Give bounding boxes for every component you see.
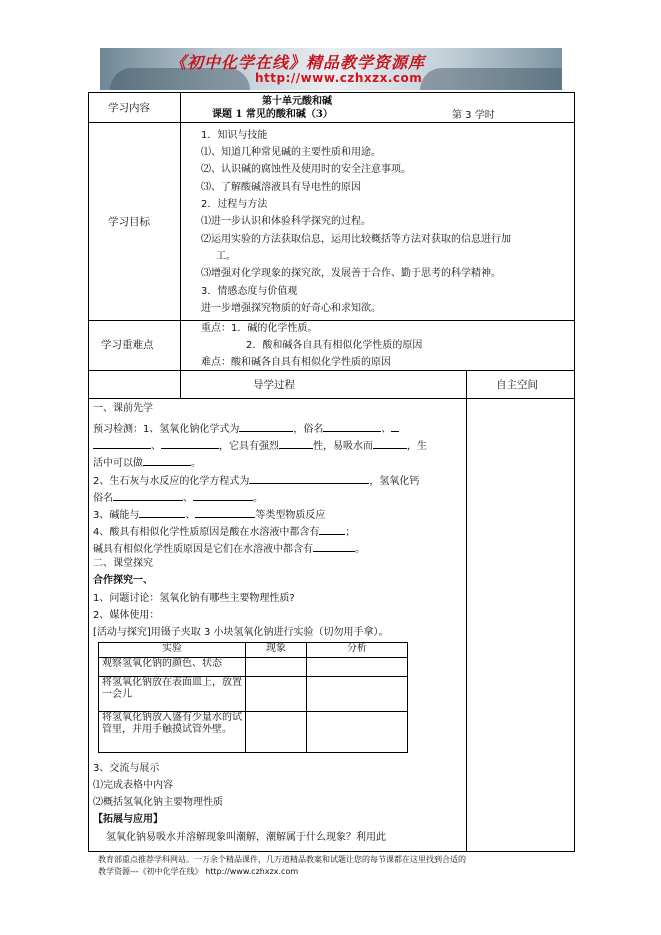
self-space-header: 自主空间	[496, 379, 538, 391]
blank-field[interactable]	[249, 473, 369, 484]
goal-line: ⑴进一步认识和体验科学探究的过程。	[201, 216, 371, 227]
goal-line: 工。	[216, 251, 236, 262]
question-1-cont: 、 ，它具有强烈 性，易吸水而 ，生	[93, 438, 427, 453]
goal-line: 3．情感态度与价值观	[201, 286, 298, 297]
pre-class-heading: 一、课前先学	[93, 403, 153, 414]
blank-field[interactable]	[161, 438, 219, 449]
row-divider	[88, 320, 575, 321]
row-divider	[88, 370, 575, 371]
blank-field[interactable]	[313, 541, 355, 552]
footer-line: 教学资源---《初中化学在线》 http://www.czhxzx.com	[98, 867, 299, 876]
banner-url[interactable]: http://www.czhxzx.com	[255, 71, 423, 85]
goal-line: ⑵运用实验的方法获取信息，运用比较概括等方法对获取的信息进行加	[201, 234, 511, 245]
key-points-label: 学习重难点	[101, 339, 154, 351]
question-2-cont: 俗名 、 。	[93, 490, 263, 505]
activity-text: [活动与探究]用镊子夹取 3 小块氢氧化钠进行实验（切勿用手拿）。	[93, 627, 389, 638]
extend-text: 氢氧化钠易吸水并溶解现象叫潮解，潮解属于什么现象？利用此	[106, 832, 386, 843]
banner-decoration	[420, 68, 562, 90]
footer	[98, 854, 568, 878]
blank-field[interactable]	[239, 421, 293, 432]
table-cell[interactable]	[307, 677, 408, 712]
column-divider	[180, 92, 181, 398]
class-item: 1、问题讨论：氢氧化钠有哪些主要物理性质?	[93, 593, 295, 604]
blank-field[interactable]	[195, 507, 255, 518]
goal-line: ⑶、了解酸碱溶液具有导电性的原因	[201, 182, 361, 193]
question-1-cont: 活中可以做 。	[93, 455, 201, 470]
footer-url[interactable]: http://www.czhxzx.com	[205, 867, 299, 876]
question-5: 碱具有相似化学性质原因是它们在水溶液中都含有 。	[93, 541, 365, 556]
blank-field[interactable]	[193, 490, 253, 501]
key-point-line: 重点：1．碱的化学性质。	[201, 323, 318, 334]
row-divider	[88, 398, 575, 399]
table-row	[99, 677, 408, 712]
table-header-row	[99, 643, 408, 658]
goal-line: ⑴、知道几种常见碱的主要性质和用途。	[201, 147, 381, 158]
table-cell: 将氢氧化钠放在表面皿上，放置一会儿	[99, 677, 246, 712]
blank-field[interactable]	[323, 421, 381, 432]
period: 第 3 学时	[452, 110, 495, 121]
class-item: 2、媒体使用：	[93, 610, 160, 621]
goal-line: ⑵、认识碱的腐蚀性及使用时的安全注意事项。	[201, 164, 411, 175]
question-3: 3、碱能与 、 等类型物质反应	[93, 507, 325, 522]
goal-line: ⑶增强对化学现象的探究欲，发展善于合作、勤于思考的科学精神。	[201, 268, 501, 279]
blank-field[interactable]	[113, 490, 183, 501]
blank-field[interactable]	[93, 438, 151, 449]
key-point-line: 2．酸和碱各自具有相似化学性质的原因	[246, 340, 423, 351]
blank-field[interactable]	[143, 455, 191, 466]
class-item: ⑵概括氢氧化钠主要物理性质	[93, 797, 223, 808]
table-cell: 观察氢氧化钠的颜色、状态	[99, 658, 246, 677]
experiment-table	[98, 642, 408, 753]
table-cell[interactable]	[246, 677, 307, 712]
table-header: 现象	[246, 643, 307, 658]
footer-line: 教育部重点推荐学科网站。一万余个精品课件，几万道精品教案和试题让您的每节课都在这里找到合适的	[98, 855, 466, 864]
goal-line: 2．过程与方法	[201, 199, 268, 210]
table-cell[interactable]	[246, 658, 307, 677]
blank-field[interactable]	[319, 524, 345, 535]
in-class-heading: 二、课堂探究	[93, 558, 153, 569]
process-header: 导学过程	[253, 379, 295, 391]
banner-title: 《初中化学在线》精品教学资源库	[170, 53, 426, 72]
goals-label: 学习目标	[108, 216, 150, 228]
table-cell[interactable]	[307, 712, 408, 753]
section-label: 学习内容	[108, 102, 150, 114]
table-header: 分析	[307, 643, 408, 658]
table-cell[interactable]	[307, 658, 408, 677]
blank-field[interactable]	[373, 438, 407, 449]
column-divider	[466, 370, 467, 852]
table-row	[99, 658, 408, 677]
blank-field[interactable]	[391, 421, 399, 432]
banner	[100, 48, 562, 90]
table-row	[99, 712, 408, 753]
class-item: ⑴完成表格中内容	[93, 780, 173, 791]
key-point-line: 难点：酸和碱各自具有相似化学性质的原因	[201, 357, 391, 368]
lesson-title: 课题 1 常见的酸和碱（3）	[212, 109, 333, 120]
table-cell: 将氢氧化钠放入盛有少量水的试管里，并用手触摸试管外壁。	[99, 712, 246, 753]
unit-title: 第十单元酸和碱	[262, 96, 332, 107]
goal-line: 进一步增强探究物质的好奇心和求知欲。	[201, 303, 381, 314]
table-cell[interactable]	[246, 712, 307, 753]
blank-field[interactable]	[139, 507, 185, 518]
table-header: 实验	[99, 643, 246, 658]
question-4: 4、酸具有相似化学性质原因是酸在水溶液中都含有 ；	[93, 524, 355, 539]
goal-line: 1．知识与技能	[201, 130, 268, 141]
row-divider	[88, 122, 575, 123]
blank-field[interactable]	[279, 438, 313, 449]
question-2: 2、生石灰与水反应的化学方程式为 ，氢氧化钙	[93, 473, 419, 488]
class-item: 3、交流与展示	[93, 763, 160, 774]
question-1: 预习检测：1、氢氧化钠化学式为 ，俗名 、	[93, 421, 399, 436]
coop-heading: 合作探究一、	[93, 575, 153, 586]
extend-heading: 【拓展与应用】	[93, 814, 163, 825]
